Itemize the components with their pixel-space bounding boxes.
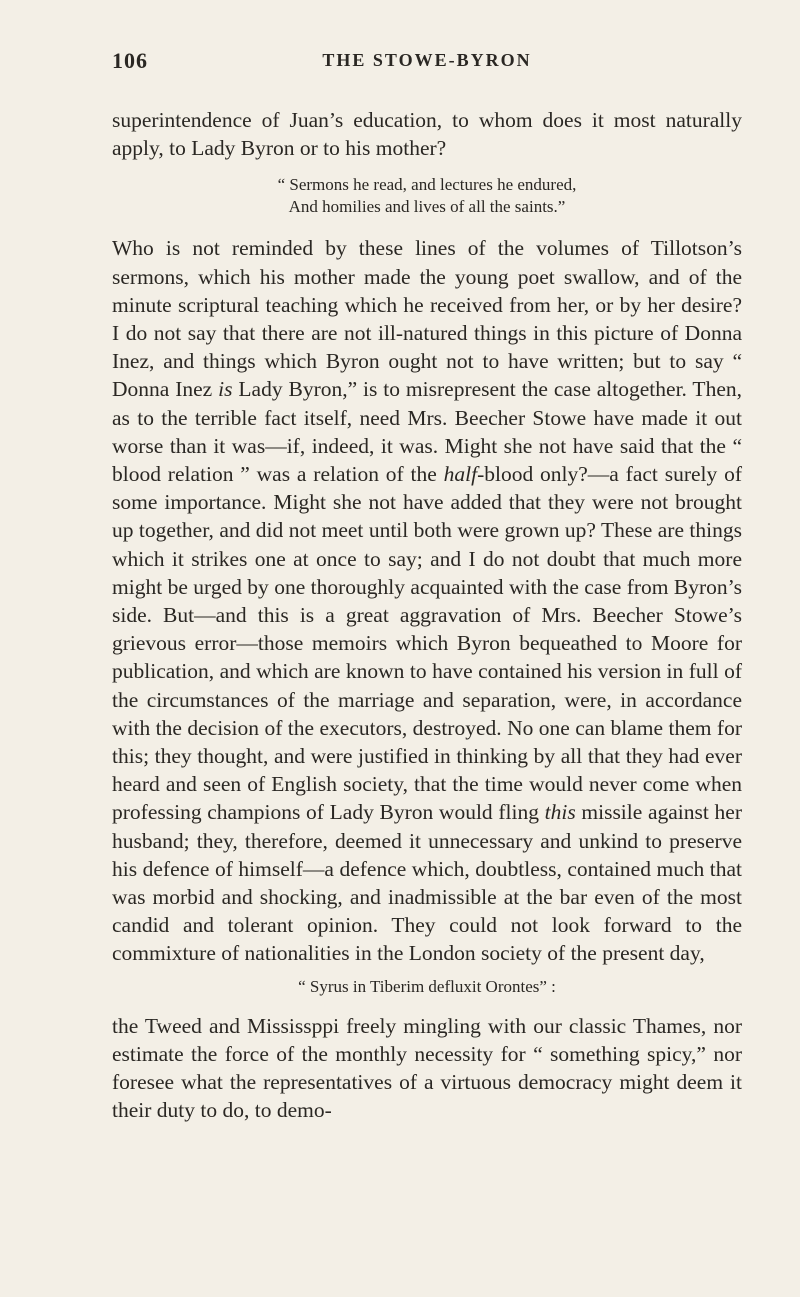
running-head <box>112 48 742 78</box>
running-title: THE STOWE-BYRON <box>322 50 532 70</box>
paragraph-1: superintendence of Juan’s education, to whom does it most naturally apply, to Lady Byron or to his mother? <box>112 108 742 161</box>
verse-line-2: And homilies and lives of all the saints.” <box>288 197 566 217</box>
page-number: 106 <box>112 48 148 73</box>
paragraph-2 <box>112 234 742 967</box>
paragraph-2-text-1: Who is not reminded by these lines of the volumes of Tillotson’s sermons, which his mother made the young poet swallow, and of the minute scriptural teaching which he received from her, or by her desire? I do not say that there are not ill-natured things in this picture of Donna Inez, and things which Byron ought not to have written; but to say “ Donna Inez <box>112 236 742 402</box>
paragraph-2-text-2: Lady Byron,” is to misrepresent the case altogether. Then, as to the terrible fact itself, need Mrs. Beecher Stowe have made it out worse than it was—if, indeed, it was. Might she not have said that the “ blood relation ” was a relation of the <box>112 377 742 487</box>
paragraph-2-italic-this: this <box>544 800 576 825</box>
paragraph-3: the Tweed and Mississppi freely mingling with our classic Thames, nor estimate the force of the monthly necessity for “ something spicy,” nor foresee what the representatives of a virtuous democracy might deem it their duty to do, to demo- <box>112 1013 742 1123</box>
paragraph-2-text-4: missile against her husband; they, therefore, deemed it unnecessary and unkind to preserve his defence of himself—a defence which, doubtless, contained much that was morbid and shocking, and inadmissible at the bar even of the most candid and tolerant opinion. They could not look forward to the commixture of nationalities in the London society of the present day, <box>112 800 742 966</box>
paragraph-2-italic-half: half <box>443 462 478 487</box>
paragraph-2-text-3: -blood only?—a fact surely of some importance. Might she not have added that they were not brought up together, and did not meet until both were grown up? These are things which it strikes one at once to say; and I do not doubt that much more might be urged by one thoroughly acquainted with the case from Byron’s side. But—and this is a great aggravation of Mrs. Beecher Stowe’s grievous error—those memoirs which Byron bequeathed to Moore for publication, and which are known to have contained his version in full of the circumstances of the marriage and separation, were, in accordance with the decision of the executors, destroyed. No one can blame them for this; they thought, and were justified in thinking by all that they had ever heard and seen of English society, that the time would never come when professing champions of Lady Byron would fling <box>112 462 742 825</box>
verse-quote <box>112 174 742 218</box>
latin-quote: “ Syrus in Tiberim defluxit Orontes” : <box>298 976 556 996</box>
paragraph-2-italic-is: is <box>218 377 233 402</box>
verse-line-1: “ Sermons he read, and lectures he endured, <box>277 175 577 195</box>
